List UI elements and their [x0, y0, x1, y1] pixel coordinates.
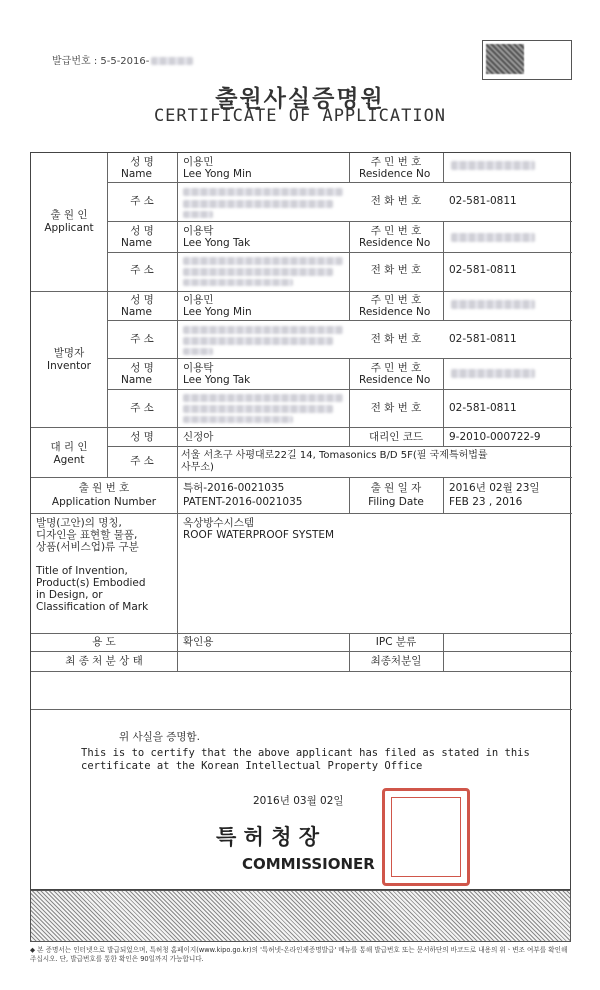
col-line [177, 153, 178, 477]
address-label: 주 소 [130, 402, 154, 414]
applicant-2-phone: 02-581-0811 [449, 264, 517, 276]
issue-number [52, 52, 193, 67]
inventor-1-name-en: Lee Yong Min [183, 306, 252, 318]
applicant-1-phone: 02-581-0811 [449, 195, 517, 207]
filing-date-label-ko: 출 원 일 자 [370, 482, 422, 494]
application-number-ko: 특허-2016-0021035 [183, 482, 285, 494]
redacted-address [183, 394, 343, 402]
rid-label-en: Residence No [359, 168, 431, 180]
invention-label-6: Product(s) Embodied [36, 577, 146, 589]
certificate-table [30, 152, 571, 890]
issue-number-label: 발급번호 : 5-5-2016- [52, 56, 150, 67]
barcode-mark [486, 44, 524, 74]
rid-label-en: Residence No [359, 237, 431, 249]
footnote: ◆ 본 증명서는 인터넷으로 발급되었으며, 특허청 홈페이지(www.kipo.go.kr)의 '특허넷-온라인제증명발급' 메뉴를 통해 발급번호 또는 문서하단의 바코드로 내용의 위ㆍ변조 여부를 확인해 주십시오. 단, 발급번호를 통한 확인은 90일까지 가능합니다. [30, 946, 568, 963]
redacted-address [183, 416, 293, 423]
purpose-value: 확인용 [183, 636, 214, 648]
filing-date-label-en: Filing Date [368, 496, 424, 508]
redacted-address [183, 200, 333, 208]
agent-name-label: 성 명 [130, 431, 154, 443]
redacted-residence-no [451, 369, 535, 378]
phone-label: 전 화 번 호 [370, 333, 422, 345]
address-label: 주 소 [130, 195, 154, 207]
invention-title-en: ROOF WATERPROOF SYSTEM [183, 529, 335, 541]
name-label-ko: 성 명 [130, 225, 154, 237]
row-line [31, 291, 572, 292]
final-status-label: 최 종 처 분 상 태 [65, 655, 143, 667]
office-title-ko: 특 허 청 장 [216, 825, 320, 849]
row-line [31, 709, 572, 710]
col-line [443, 477, 444, 513]
invention-label-5: Title of Invention, [36, 565, 128, 577]
inventor-2-phone: 02-581-0811 [449, 402, 517, 414]
name-label-ko: 성 명 [130, 294, 154, 306]
rid-label-ko: 주 민 번 호 [370, 156, 422, 168]
redacted-address [183, 188, 343, 196]
invention-label-3: 상품(서비스업)류 구분 [36, 541, 139, 553]
invention-label-7: in Design, or [36, 589, 103, 601]
security-pattern [30, 890, 571, 942]
agent-code: 9-2010-000722-9 [449, 431, 541, 443]
col-line [443, 153, 444, 183]
phone-label: 전 화 번 호 [370, 195, 422, 207]
row-line [31, 651, 572, 652]
agent-address-line2: 사무소) [181, 462, 214, 473]
redacted-address [183, 211, 213, 218]
invention-label-1: 발명(고안)의 명칭, [36, 517, 122, 529]
barcode-box [482, 40, 572, 80]
filing-date-en: FEB 23 , 2016 [449, 496, 523, 508]
rid-label-ko: 주 민 번 호 [370, 294, 422, 306]
title-korean: 출원사실증명원 [215, 86, 385, 112]
row-line [31, 513, 572, 514]
address-label: 주 소 [130, 333, 154, 345]
row-line [31, 427, 572, 428]
applicant-2-name-en: Lee Yong Tak [183, 237, 251, 249]
row-line [31, 633, 572, 634]
application-number-en: PATENT-2016-0021035 [183, 496, 303, 508]
invention-label-8: Classification of Mark [36, 601, 149, 613]
redacted-address [183, 326, 343, 334]
certify-line-en-2: certificate at the Korean Intellectual Property Office [81, 760, 423, 772]
redacted-address [183, 257, 343, 265]
redacted-address [183, 337, 333, 345]
rid-label-en: Residence No [359, 374, 431, 386]
agent-code-label: 대리인 코드 [368, 431, 424, 443]
applicant-section-en: Applicant [44, 222, 94, 234]
phone-label: 전 화 번 호 [370, 264, 422, 276]
title-english: CERTIFICATE OF APPLICATION [153, 106, 447, 126]
agent-section-ko: 대 리 인 [50, 441, 88, 453]
inventor-section-ko: 발명자 [53, 347, 85, 359]
redacted-residence-no [451, 233, 535, 242]
col-line [443, 358, 444, 447]
redacted-residence-no [451, 161, 535, 170]
seal-inner [391, 797, 461, 877]
phone-label: 전 화 번 호 [370, 402, 422, 414]
col-line [177, 477, 178, 671]
applicant-1-name-ko: 이용민 [183, 156, 214, 168]
certify-date: 2016년 03월 02일 [253, 795, 344, 807]
rid-label-en: Residence No [359, 306, 431, 318]
redacted-issue-number [151, 57, 193, 65]
address-label: 주 소 [130, 264, 154, 276]
redacted-residence-no [451, 300, 535, 309]
certify-line-ko: 위 사실을 증명함. [119, 731, 201, 743]
applicant-section-ko: 출 원 인 [50, 209, 88, 221]
certify-line-en-1: This is to certify that the above applicant has filed as stated in this [81, 747, 530, 759]
applicant-1-name-en: Lee Yong Min [183, 168, 252, 180]
col-line [443, 221, 444, 321]
col-line [443, 633, 444, 671]
ipc-label: IPC 분류 [375, 636, 417, 648]
rid-label-ko: 주 민 번 호 [370, 225, 422, 237]
agent-address-line1: 서울 서초구 사평대로22길 14, Tomasonics B/D 5F(필 국제특허법률 [181, 450, 488, 461]
name-label-en: Name [121, 237, 152, 249]
inventor-1-name-ko: 이용민 [183, 294, 214, 306]
final-disposal-date-label: 최종처분일 [370, 655, 422, 667]
inventor-2-name-ko: 이용탁 [183, 362, 214, 374]
official-seal-stamp [382, 788, 470, 886]
invention-label-2: 디자인을 표현할 물품, [36, 529, 138, 541]
name-label-en: Name [121, 374, 152, 386]
agent-name: 신정아 [183, 431, 214, 443]
applicant-2-name-ko: 이용탁 [183, 225, 214, 237]
name-label-en: Name [121, 168, 152, 180]
rid-label-ko: 주 민 번 호 [370, 362, 422, 374]
agent-section-en: Agent [53, 454, 85, 466]
inventor-section-en: Inventor [47, 360, 91, 372]
purpose-label: 용 도 [92, 636, 116, 648]
invention-title-ko: 옥상방수시스템 [183, 517, 255, 529]
agent-address-label: 주 소 [130, 455, 154, 467]
application-number-label-en: Application Number [51, 496, 157, 508]
name-label-ko: 성 명 [130, 362, 154, 374]
redacted-address [183, 268, 333, 276]
redacted-address [183, 405, 333, 413]
application-number-label-ko: 출 원 번 호 [78, 482, 130, 494]
filing-date-ko: 2016년 02월 23일 [449, 482, 540, 494]
name-label-en: Name [121, 306, 152, 318]
inventor-2-name-en: Lee Yong Tak [183, 374, 251, 386]
office-title-en: COMMISSIONER [242, 855, 375, 873]
redacted-address [183, 348, 213, 355]
redacted-address [183, 279, 293, 286]
row-line [31, 477, 572, 478]
name-label-ko: 성 명 [130, 156, 154, 168]
inventor-1-phone: 02-581-0811 [449, 333, 517, 345]
row-line [31, 671, 572, 672]
